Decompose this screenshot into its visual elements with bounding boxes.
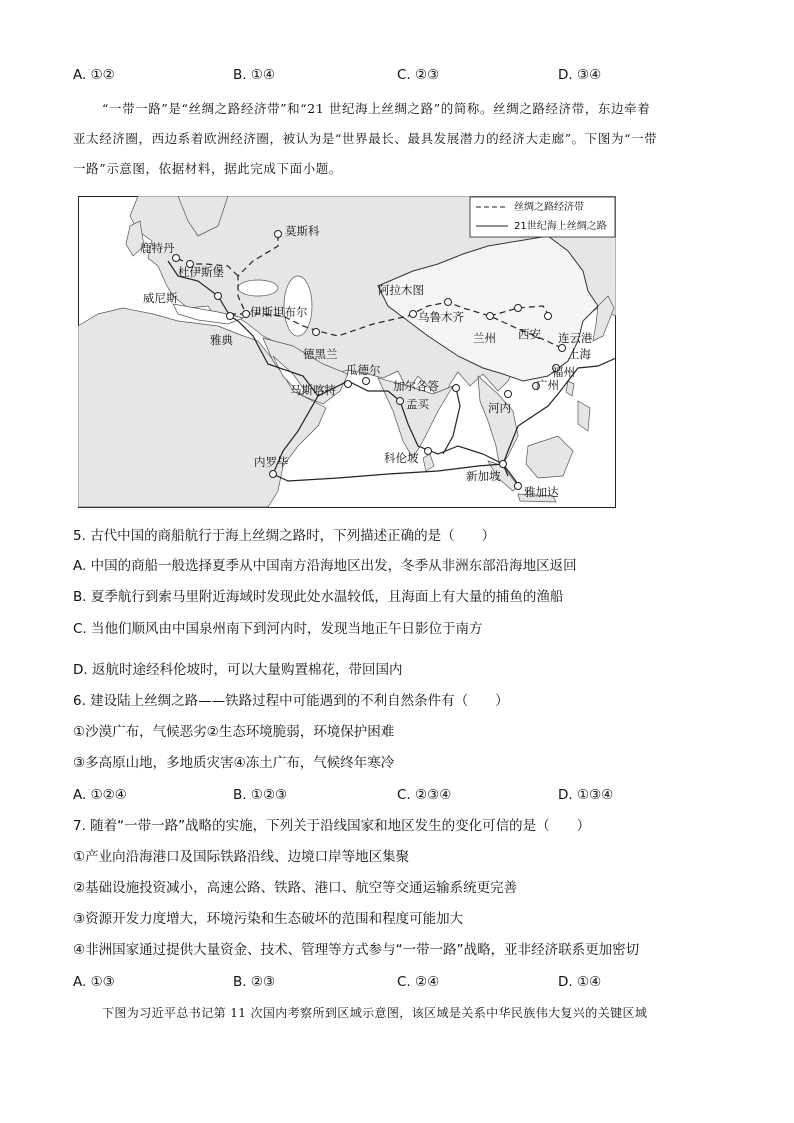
city-marker-colombo xyxy=(425,448,432,455)
city-marker-venice xyxy=(215,293,222,300)
label-shanghai: 上海 xyxy=(568,347,591,361)
label-gwadar: 瓜德尔 xyxy=(346,363,381,377)
label-moscow: 莫斯科 xyxy=(285,224,320,238)
label-xian: 西安 xyxy=(518,327,541,341)
q7-item-1: ①产业向沿海港口及国际铁路沿线、边境口岸等地区集聚 xyxy=(73,849,410,865)
city-marker-almaty xyxy=(410,311,417,318)
prev-option-c: C. ②③ xyxy=(397,67,440,83)
city-marker-hanoi xyxy=(505,391,512,398)
city-marker-shanghai xyxy=(559,345,566,352)
label-nairobi: 内罗毕 xyxy=(254,455,289,469)
city-marker-tehran xyxy=(313,329,320,336)
label-hanoi: 河内 xyxy=(488,401,511,415)
q5-option-b: B. 夏季航行到索马里附近海域时发现此处水温较低，且海面上有大量的捕鱼的渔船 xyxy=(73,589,564,605)
q7-stem: 7. 随着“一带一路”战略的实施，下列关于沿线国家和地区发生的变化可信的是（ ） xyxy=(73,818,591,834)
city-marker-mumbai xyxy=(397,398,404,405)
label-istanbul: 伊斯坦布尔 xyxy=(250,305,308,319)
q6-stem: 6. 建设陆上丝绸之路——铁路过程中可能遇到的不利自然条件有（ ） xyxy=(73,693,509,709)
q7-item-4: ④非洲国家通过提供大量资金、技术、管理等方式参与“一带一路”战略，亚非经济联系更加密切 xyxy=(73,942,640,958)
city-marker-istanbul xyxy=(243,311,250,318)
label-athens: 雅典 xyxy=(210,333,233,347)
city-marker-lianyungang xyxy=(545,313,552,320)
map-legend xyxy=(470,197,615,237)
q7-option-c: C. ②④ xyxy=(397,974,440,990)
label-singapore: 新加坡 xyxy=(466,469,501,483)
label-muscat: 马斯喀特 xyxy=(290,383,336,397)
city-marker-nairobi xyxy=(270,471,277,478)
q7-item-2: ②基础设施投资减小，高速公路、铁路、港口、航空等交通运输系统更完善 xyxy=(73,880,518,896)
q5-option-a: A. 中国的商船一般选择夏季从中国南方沿海地区出发，冬季从非洲东部沿海地区返回 xyxy=(73,558,577,574)
city-marker-xian xyxy=(515,305,522,312)
legend-land-label: 丝绸之路经济带 xyxy=(514,202,584,213)
label-kolkata: 加尔各答 xyxy=(393,379,439,393)
city-marker-athens xyxy=(227,313,234,320)
q7-option-b: B. ②③ xyxy=(233,974,276,990)
city-marker-gwadar xyxy=(363,378,370,385)
q7-option-a: A. ①③ xyxy=(73,974,115,990)
label-fuzhou: 福州 xyxy=(552,365,575,379)
intro-line-1: “一带一路”是“丝绸之路经济带”和“21 世纪海上丝绸之路”的简称。丝绸之路经济带，东边牵着 xyxy=(102,101,651,116)
q5-option-d: D. 返航时途经科伦坡时，可以大量购置棉花，带回国内 xyxy=(73,662,403,678)
city-marker-moscow xyxy=(275,231,282,238)
q6-option-c: C. ②③④ xyxy=(397,787,452,803)
label-lianyungang: 连云港 xyxy=(558,331,593,345)
city-marker-muscat xyxy=(345,381,352,388)
prev-option-a: A. ①② xyxy=(73,67,115,83)
label-venice: 威尼斯 xyxy=(143,291,178,305)
city-marker-lanzhou xyxy=(487,313,494,320)
label-almaty: 阿拉木图 xyxy=(378,283,424,297)
label-rotterdam: 鹿特丹 xyxy=(140,241,175,255)
q6-option-b: B. ①②③ xyxy=(233,787,288,803)
city-marker-singapore xyxy=(500,461,507,468)
q6-option-a: A. ①②④ xyxy=(73,787,127,803)
label-duisburg: 杜伊斯堡 xyxy=(178,265,224,279)
city-marker-rotterdam xyxy=(173,255,180,262)
legend-sea-label: 21世纪海上丝绸之路 xyxy=(514,221,607,232)
label-lanzhou: 兰州 xyxy=(473,331,496,345)
belt-and-road-map xyxy=(78,196,616,508)
city-marker-urumqi xyxy=(445,299,452,306)
label-tehran: 德黑兰 xyxy=(303,347,338,361)
label-colombo: 科伦坡 xyxy=(384,451,419,465)
q7-option-d: D. ①④ xyxy=(558,974,602,990)
intro-line-2: 亚太经济圈，西边系着欧洲经济圈，被认为是“世界最长、最具发展潜力的经济大走廊”。下图为“一带 xyxy=(73,131,658,146)
q6-item-1: ①沙漠广布，气候恶劣②生态环境脆弱，环境保护困难 xyxy=(73,724,395,740)
city-marker-kolkata xyxy=(453,385,460,392)
label-urumqi: 乌鲁木齐 xyxy=(418,310,464,324)
label-mumbai: 孟买 xyxy=(406,397,429,411)
intro-line-3: 一路”示意图，依据材料，据此完成下面小题。 xyxy=(73,161,342,176)
q6-option-d: D. ①③④ xyxy=(558,787,614,803)
prev-option-b: B. ①④ xyxy=(233,67,276,83)
label-jakarta: 雅加达 xyxy=(524,485,559,499)
label-guangzhou: 广州 xyxy=(536,378,559,392)
q5-option-c: C. 当他们顺风由中国泉州南下到河内时，发现当地正午日影位于南方 xyxy=(73,621,483,637)
q5-stem: 5. 古代中国的商船航行于海上丝绸之路时，下列描述正确的是（ ） xyxy=(73,528,496,544)
prev-option-d: D. ③④ xyxy=(558,67,602,83)
intro2-line: 下图为习近平总书记第 11 次国内考察所到区域示意图，该区域是关系中华民族伟大复兴的关键区域 xyxy=(102,1006,648,1020)
city-marker-jakarta xyxy=(515,483,522,490)
q6-item-2: ③多高原山地，多地质灾害④冻土广布，气候终年寒冷 xyxy=(73,755,395,771)
q7-item-3: ③资源开发力度增大，环境污染和生态破坏的范围和程度可能加大 xyxy=(73,911,464,927)
